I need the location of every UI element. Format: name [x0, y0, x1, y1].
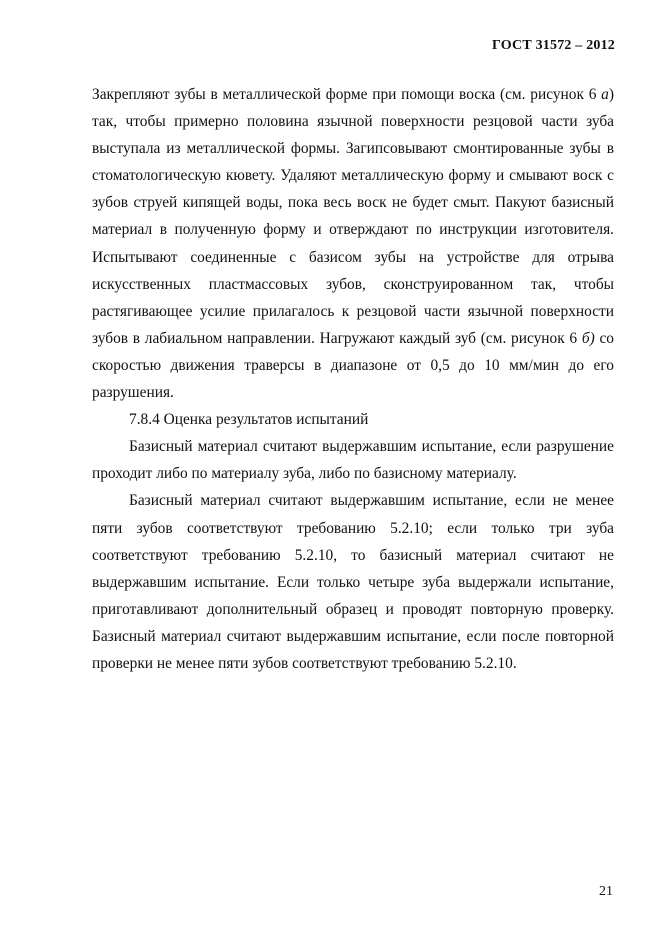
figure-ref-a: а	[601, 86, 609, 103]
section-heading: 7.8.4 Оценка результатов испытаний	[129, 411, 369, 429]
standard-header: ГОСТ 31572 – 2012	[492, 38, 615, 53]
paragraph-procedure-text-2: ) так, чтобы примерно половина язычной поверхности резцовой части зуба выступала из металлической формы. Загипсовывают смонтированные зубы в стоматологическую кювету. Удаляют металлическую форму и смывают воск с зубов струей кипящей воды, пока весь воск не будет смыт. Пакуют базисный материал в полученную форму и отверждают по инструкции изготовителя. Испытывают соединенные с базисом зубы на устройстве для отрыва искусственных пластмассовых зубов, сконструированном так, чтобы растягивающее усилие прилагалось к резцовой части язычной поверхности зубов в лабиальном направлении. Нагружают каждый зуб (см. рисунок 6	[92, 86, 614, 347]
page-body	[92, 81, 614, 677]
paragraph-procedure	[92, 81, 614, 406]
paragraph-evaluation-2: Базисный материал считают выдержавшим испытание, если не менее пяти зубов соответствуют требованию 5.2.10; если только три зуба соответствуют требованию 5.2.10, то базисный материал считают не выдержавшим испытание. Если только четыре зуба выдержали испытание, приготавливают дополнительный образец и проводят повторную проверку. Базисный материал считают выдержавшим испытание, если после повторной проверки не менее пяти зубов соответствуют требованию 5.2.10.	[92, 492, 614, 672]
paragraph-procedure-text-3: со скоростью движения траверсы в диапазоне от 0,5 до 10 мм/мин до его разрушения.	[92, 329, 614, 402]
paragraph-evaluation-1: Базисный материал считают выдержавшим испытание, если разрушение проходит либо по материалу зуба, либо по базисному материалу.	[92, 438, 614, 483]
paragraph-procedure-text-1: Закрепляют зубы в металлической форме при помощи воска (см. рисунок 6	[92, 86, 602, 103]
page-number: 21	[599, 884, 613, 899]
figure-ref-b: б)	[581, 329, 595, 347]
